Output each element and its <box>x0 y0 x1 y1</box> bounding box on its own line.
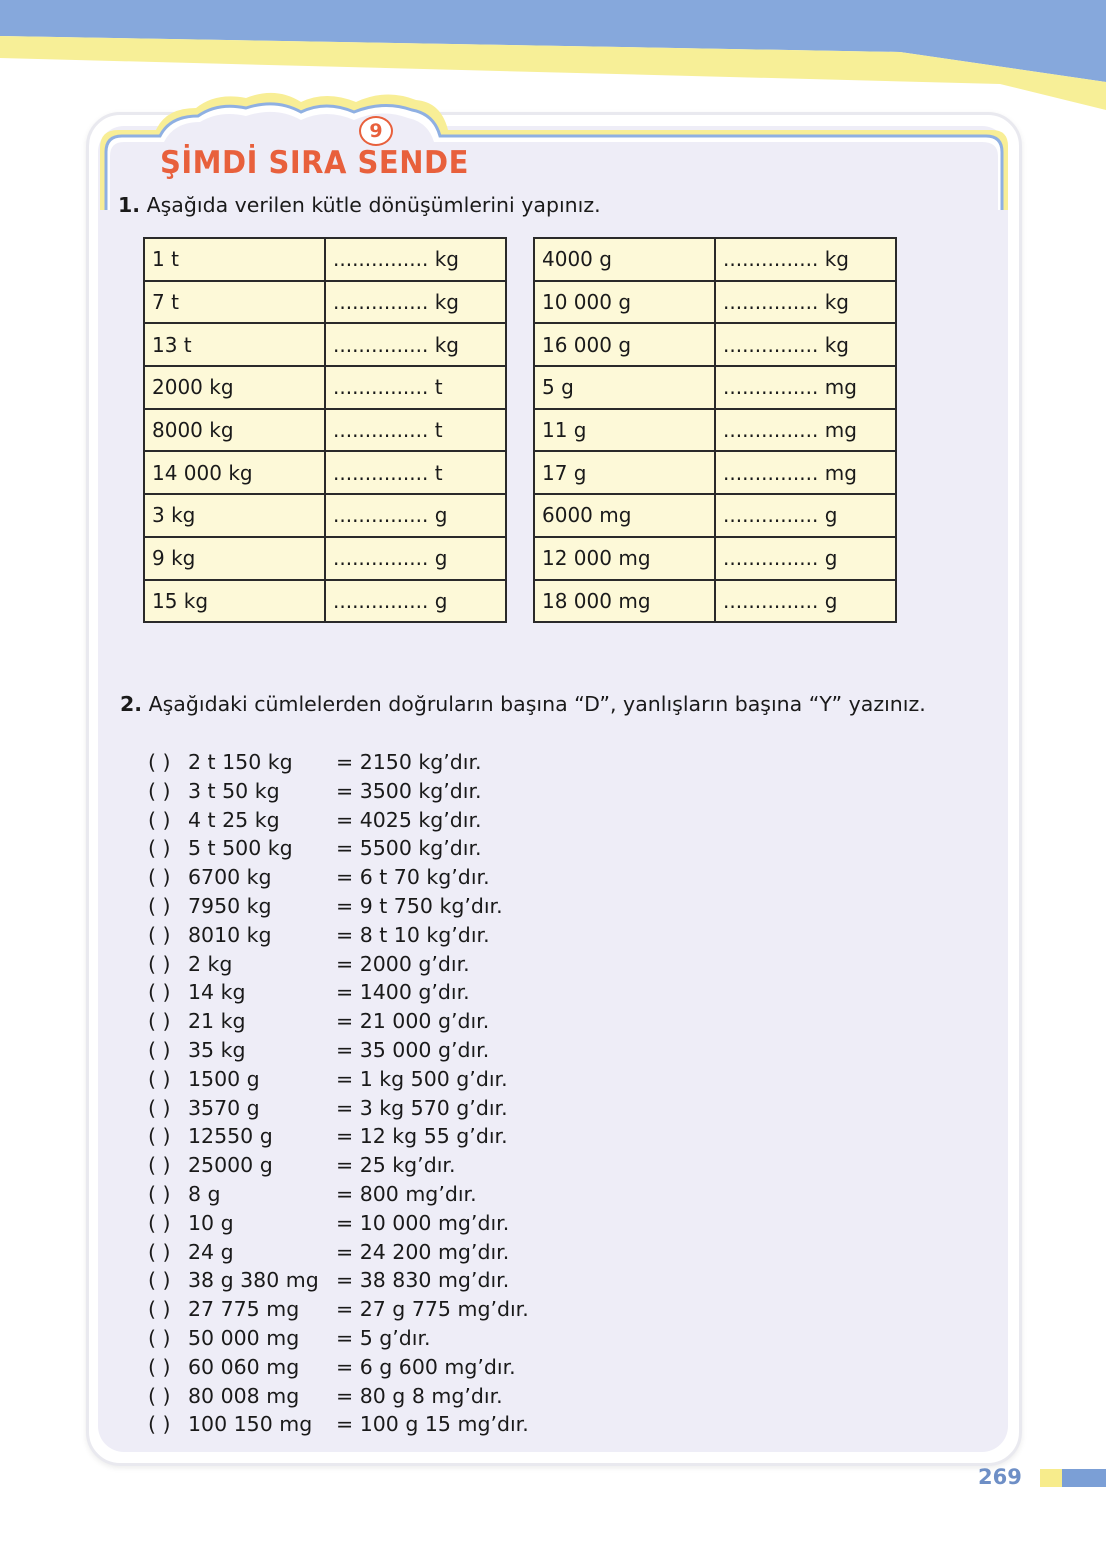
statement-right: = 5500 kg’dır. <box>336 836 482 861</box>
conversion-given: 1 t <box>144 238 325 281</box>
footer-bar-yellow <box>1040 1469 1062 1487</box>
question-2-number: 2. <box>120 692 143 716</box>
answer-parentheses[interactable]: ( ) <box>148 1297 171 1322</box>
statement-left: 10 g <box>188 1210 234 1235</box>
answer-parentheses[interactable]: ( ) <box>148 807 171 832</box>
answer-parentheses[interactable]: ( ) <box>148 980 171 1005</box>
statement-right: = 3 kg 570 g’dır. <box>336 1095 508 1120</box>
question-1-text: Aşağıda verilen kütle dönüşümlerini yapınız. <box>146 193 601 217</box>
conversion-answer-blank[interactable]: ............... g <box>715 580 896 623</box>
answer-parentheses[interactable]: ( ) <box>148 750 171 774</box>
conversion-table-left <box>143 237 507 623</box>
conversion-row <box>144 323 506 366</box>
conversion-row <box>534 494 896 537</box>
conversion-given: 4000 g <box>534 238 715 281</box>
answer-parentheses[interactable]: ( ) <box>148 1412 171 1437</box>
conversion-row <box>144 281 506 324</box>
statement-right: = 1400 g’dır. <box>336 980 470 1005</box>
statement-left: 80 008 mg <box>188 1383 300 1408</box>
statement-right: = 21 000 g’dır. <box>336 1009 490 1034</box>
answer-parentheses[interactable]: ( ) <box>148 836 171 861</box>
conversion-answer-blank[interactable]: ............... kg <box>715 281 896 324</box>
conversion-answer-blank[interactable]: ............... t <box>325 409 506 452</box>
conversion-answer-blank[interactable]: ............... g <box>715 537 896 580</box>
answer-parentheses[interactable]: ( ) <box>148 1095 171 1120</box>
statement-right: = 5 g’dır. <box>336 1325 431 1350</box>
statement-right: = 2000 g’dır. <box>336 951 470 976</box>
statement-right: = 35 000 g’dır. <box>336 1037 490 1062</box>
answer-parentheses[interactable]: ( ) <box>148 1354 171 1379</box>
question-2 <box>120 692 926 716</box>
conversion-given: 12 000 mg <box>534 537 715 580</box>
statement-right: = 800 mg’dır. <box>336 1181 477 1206</box>
statement-right: = 9 t 750 kg’dır. <box>336 893 503 918</box>
answer-parentheses[interactable]: ( ) <box>148 922 171 947</box>
answer-parentheses[interactable]: ( ) <box>148 951 171 976</box>
statement-left: 50 000 mg <box>188 1325 300 1350</box>
conversion-answer-blank[interactable]: ............... g <box>325 494 506 537</box>
conversion-answer-blank[interactable]: ............... kg <box>715 323 896 366</box>
statement-right: = 24 200 mg’dır. <box>336 1239 510 1264</box>
statement-left: 6700 kg <box>188 865 272 890</box>
question-2-text: Aşağıdaki cümlelerden doğruların başına “D”, yanlışların başına “Y” yazınız. <box>148 692 926 716</box>
statement-right: = 6 g 600 mg’dır. <box>336 1354 516 1379</box>
conversion-answer-blank[interactable]: ............... g <box>325 580 506 623</box>
conversion-row <box>534 238 896 281</box>
statement-left: 8010 kg <box>188 922 272 947</box>
conversion-given: 14 000 kg <box>144 451 325 494</box>
question-1-number: 1. <box>118 193 141 217</box>
conversion-answer-blank[interactable]: ............... mg <box>715 366 896 409</box>
page-number: 269 <box>978 1465 1022 1489</box>
conversion-row <box>144 238 506 281</box>
statement-left: 38 g 380 mg <box>188 1268 319 1293</box>
conversion-answer-blank[interactable]: ............... kg <box>325 323 506 366</box>
conversion-row <box>144 494 506 537</box>
statement-left: 8 g <box>188 1181 221 1206</box>
conversion-given: 8000 kg <box>144 409 325 452</box>
conversion-given: 5 g <box>534 366 715 409</box>
statement-right: = 10 000 mg’dır. <box>336 1210 510 1235</box>
statement-left: 7950 kg <box>188 893 272 918</box>
conversion-answer-blank[interactable]: ............... g <box>715 494 896 537</box>
statement-right: = 12 kg 55 g’dır. <box>336 1124 508 1149</box>
statement-left: 4 t 25 kg <box>188 807 280 832</box>
statement-right: = 2150 kg’dır. <box>336 750 482 774</box>
conversion-answer-blank[interactable]: ............... t <box>325 451 506 494</box>
statement-left: 12550 g <box>188 1124 273 1149</box>
statement-right: = 1 kg 500 g’dır. <box>336 1066 508 1091</box>
statement-right: = 8 t 10 kg’dır. <box>336 922 490 947</box>
statement-right: = 25 kg’dır. <box>336 1153 456 1178</box>
conversion-row <box>534 409 896 452</box>
answer-parentheses[interactable]: ( ) <box>148 893 171 918</box>
conversion-given: 3 kg <box>144 494 325 537</box>
conversion-table-right <box>533 237 897 623</box>
answer-parentheses[interactable]: ( ) <box>148 1153 171 1178</box>
conversion-answer-blank[interactable]: ............... mg <box>715 451 896 494</box>
statement-left: 25000 g <box>188 1153 273 1178</box>
answer-parentheses[interactable]: ( ) <box>148 1066 171 1091</box>
statement-left: 3 t 50 kg <box>188 778 280 803</box>
statement-left: 2 kg <box>188 951 233 976</box>
statement-left: 100 150 mg <box>188 1412 313 1437</box>
statement-left: 14 kg <box>188 980 246 1005</box>
conversion-row <box>144 580 506 623</box>
conversion-answer-blank[interactable]: ............... kg <box>715 238 896 281</box>
conversion-row <box>534 451 896 494</box>
conversion-given: 7 t <box>144 281 325 324</box>
answer-parentheses[interactable]: ( ) <box>148 1210 171 1235</box>
conversion-answer-blank[interactable]: ............... kg <box>325 281 506 324</box>
conversion-given: 9 kg <box>144 537 325 580</box>
conversion-given: 2000 kg <box>144 366 325 409</box>
question-1 <box>118 193 601 217</box>
statement-right: = 38 830 mg’dır. <box>336 1268 510 1293</box>
conversion-given: 6000 mg <box>534 494 715 537</box>
answer-parentheses[interactable]: ( ) <box>148 1009 171 1034</box>
answer-parentheses[interactable]: ( ) <box>148 778 171 803</box>
conversion-row <box>534 323 896 366</box>
answer-parentheses[interactable]: ( ) <box>148 1037 171 1062</box>
statement-right: = 3500 kg’dır. <box>336 778 482 803</box>
answer-parentheses[interactable]: ( ) <box>148 1325 171 1350</box>
statement-right: = 100 g 15 mg’dır. <box>336 1412 529 1437</box>
footer-bar-blue <box>1062 1469 1106 1487</box>
conversion-given: 16 000 g <box>534 323 715 366</box>
exercise-number-badge: 9 <box>359 116 393 146</box>
conversion-row <box>534 537 896 580</box>
conversion-answer-blank[interactable]: ............... mg <box>715 409 896 452</box>
conversion-given: 17 g <box>534 451 715 494</box>
conversion-given: 13 t <box>144 323 325 366</box>
statement-right: = 80 g 8 mg’dır. <box>336 1383 503 1408</box>
conversion-row <box>534 281 896 324</box>
answer-parentheses[interactable]: ( ) <box>148 1181 171 1206</box>
statement-left: 2 t 150 kg <box>188 750 293 774</box>
statement-left: 35 kg <box>188 1037 246 1062</box>
statement-left: 5 t 500 kg <box>188 836 293 861</box>
conversion-row <box>144 366 506 409</box>
statement-left: 21 kg <box>188 1009 246 1034</box>
section-title: ŞİMDİ SIRA SENDE <box>160 143 469 181</box>
conversion-answer-blank[interactable]: ............... t <box>325 366 506 409</box>
answer-parentheses[interactable]: ( ) <box>148 1239 171 1264</box>
answer-parentheses[interactable]: ( ) <box>148 1383 171 1408</box>
conversion-given: 18 000 mg <box>534 580 715 623</box>
conversion-row <box>144 409 506 452</box>
conversion-answer-blank[interactable]: ............... kg <box>325 238 506 281</box>
conversion-given: 11 g <box>534 409 715 452</box>
conversion-row <box>534 580 896 623</box>
statement-right: = 4025 kg’dır. <box>336 807 482 832</box>
statement-left: 24 g <box>188 1239 234 1264</box>
answer-parentheses[interactable]: ( ) <box>148 1268 171 1293</box>
conversion-given: 15 kg <box>144 580 325 623</box>
conversion-row <box>144 537 506 580</box>
answer-parentheses[interactable]: ( ) <box>148 1124 171 1149</box>
conversion-answer-blank[interactable]: ............... g <box>325 537 506 580</box>
conversion-row <box>534 366 896 409</box>
statement-right: = 6 t 70 kg’dır. <box>336 865 490 890</box>
statement-left: 1500 g <box>188 1066 260 1091</box>
statement-left: 3570 g <box>188 1095 260 1120</box>
conversion-row <box>144 451 506 494</box>
statement-left: 60 060 mg <box>188 1354 300 1379</box>
statement-right: = 27 g 775 mg’dır. <box>336 1297 529 1322</box>
answer-parentheses[interactable]: ( ) <box>148 865 171 890</box>
conversion-given: 10 000 g <box>534 281 715 324</box>
statement-left: 27 775 mg <box>188 1297 300 1322</box>
